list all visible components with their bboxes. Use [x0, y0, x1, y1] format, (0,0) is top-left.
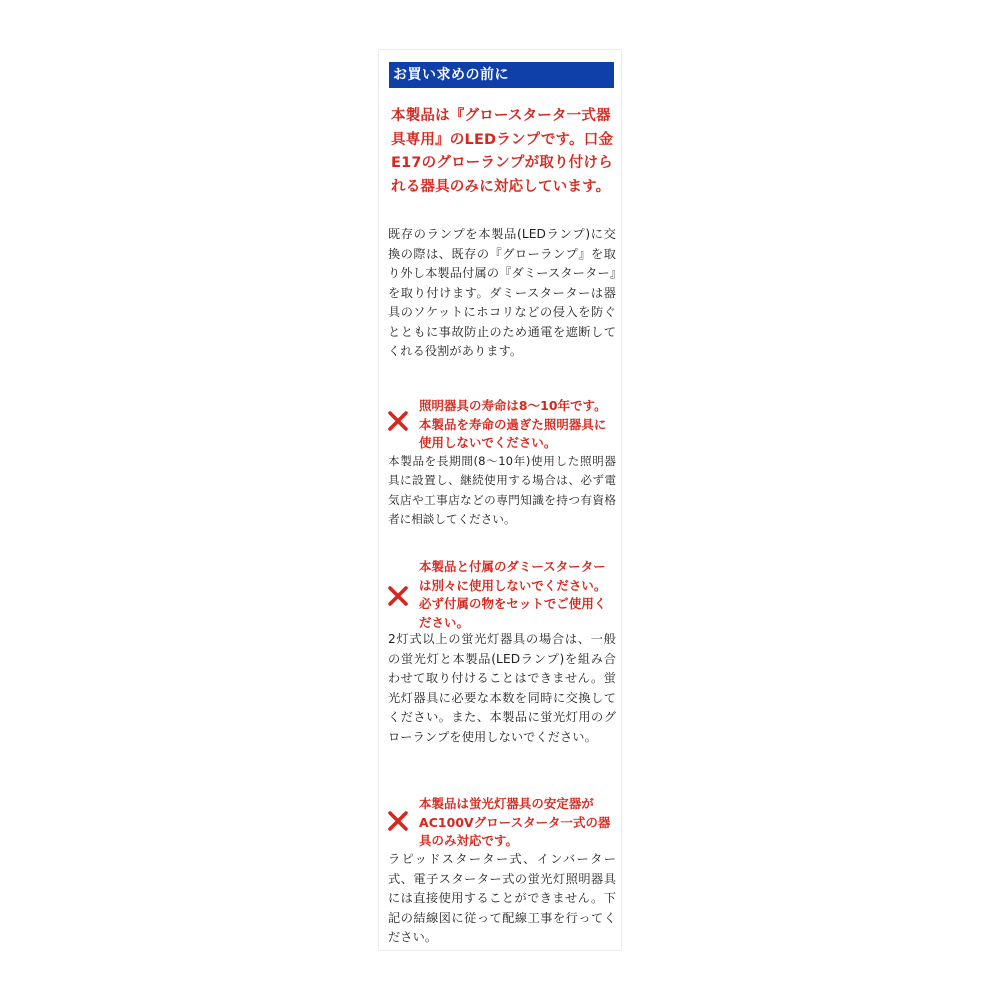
warning-1-title: 照明器具の寿命は8～10年です。本製品を寿命の過ぎた照明器具に使用しないでください。 — [419, 398, 607, 450]
warning-3-body: ラピッドスターター式、インバーター式、電子スターター式の蛍光灯照明器具には直接使用することができません。下記の結線図に従って配線工事を行ってください。 — [388, 852, 616, 944]
warning-2-body: 2灯式以上の蛍光灯器具の場合は、一般の蛍光灯と本製品(LEDランプ)を組み合わせて取り付けることはできません。蛍光灯器具に必要な本数を同時に交換してください。また、本製品に蛍光灯用のグローランプを使用しないでください。 — [388, 632, 616, 744]
section-header — [389, 62, 614, 88]
x-mark-icon — [387, 585, 409, 607]
intro-text: 既存のランプを本製品(LEDランプ)に交換の際は、既存の『グローランプ』を取り外し本製品付属の『ダミースターター』を取り付けます。ダミースターターは器具のソケットにホコリなどの侵入を防ぐとともに事故防止のため通電を遮断してくれる役割があります。 — [388, 227, 616, 358]
x-mark-icon — [387, 410, 409, 432]
warning-1-body: 本製品を長期間(8～10年)使用した照明器具に設置し、継続使用する場合は、必ず電気店や工事店などの専門知識を持つ有資格者に相談してください。 — [388, 454, 616, 526]
warning-3-title: 本製品は蛍光灯器具の安定器がAC100Vグロースタータ一式の器具のみ対応です。 — [419, 796, 611, 848]
section-header-title: お買い求めの前に — [393, 67, 509, 83]
x-mark-icon — [387, 810, 409, 832]
warning-2-title: 本製品と付属のダミースターターは別々に使用しないでください。必ず付属の物をセットでご使用ください。 — [419, 559, 607, 630]
instruction-panel — [379, 50, 621, 950]
lead-notice: 本製品は『グロースタータ一式器具専用』のLEDランプです。口金E17のグローランプが取り付けられる器具のみに対応しています。 — [391, 108, 614, 195]
